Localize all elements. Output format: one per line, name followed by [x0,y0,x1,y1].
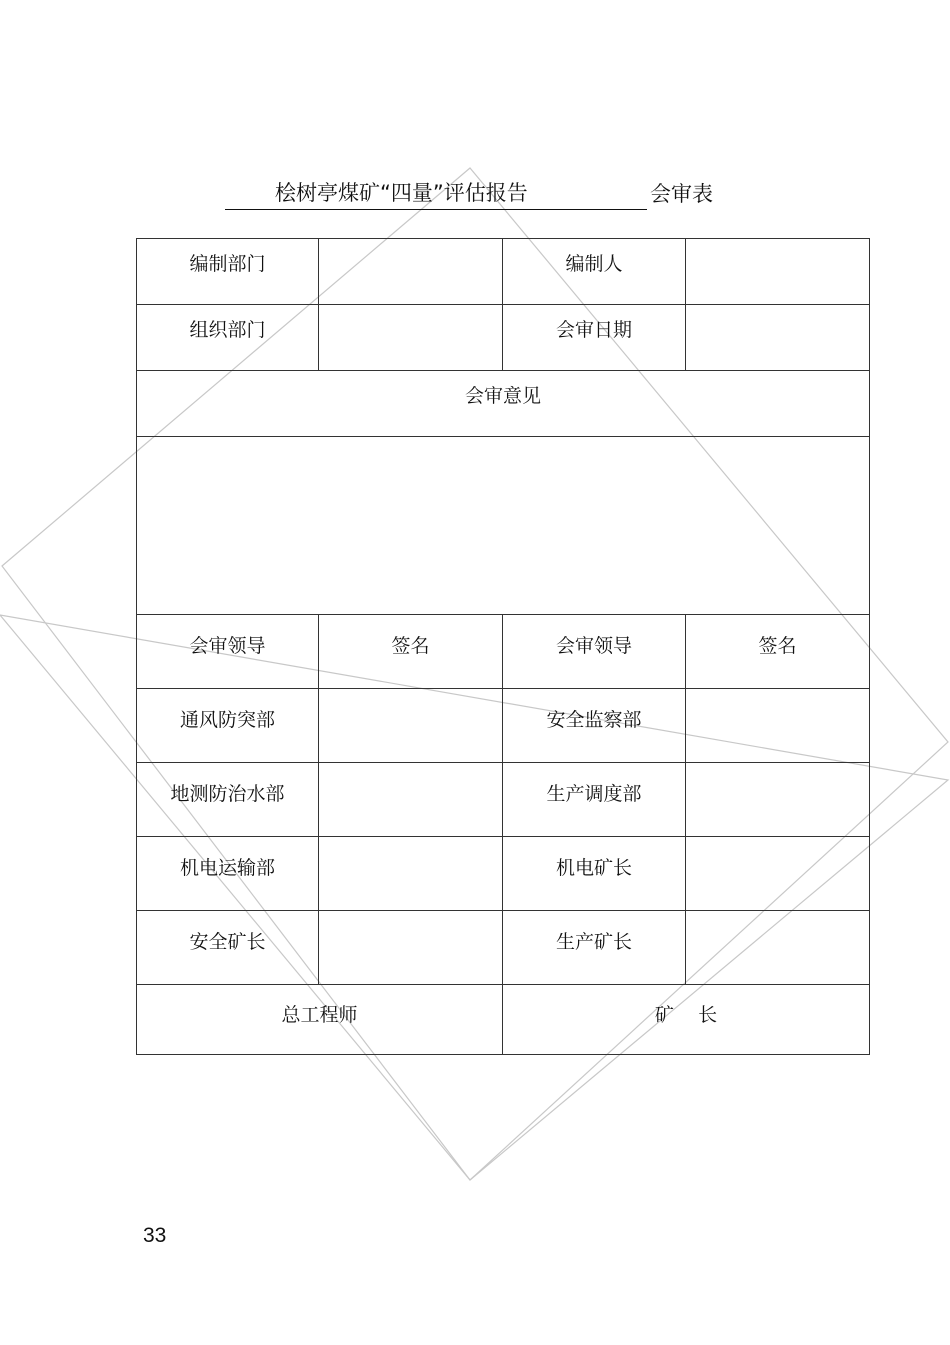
signature-header-left: 签名 [391,635,430,657]
department-label: 安全监察部 [546,709,642,731]
compiler-label: 编制人 [565,253,623,275]
label-cell [503,305,686,371]
opinion-field[interactable] [137,437,870,615]
chief-engineer-cell[interactable] [137,985,503,1055]
department-label: 地测防治水部 [170,783,285,805]
label-cell [503,689,686,763]
table-row [137,911,870,985]
table-row [137,371,870,437]
signature-field[interactable] [686,763,870,837]
organizing-dept-label: 组织部门 [189,319,266,341]
form-title-suffix: 会审表 [650,182,713,206]
compiling-dept-field[interactable] [319,239,503,305]
review-date-label: 会审日期 [555,319,632,341]
label-cell [137,239,319,305]
label-cell [503,239,686,305]
department-label: 通风防突部 [179,709,275,731]
label-cell [137,763,319,837]
table-row [137,615,870,689]
review-table [136,238,870,1055]
signature-header-right: 签名 [758,635,797,657]
department-label: 机电矿长 [555,857,632,879]
document-title [225,178,713,210]
organizing-dept-field[interactable] [319,305,503,371]
department-label: 生产矿长 [555,931,632,953]
compiler-field[interactable] [686,239,870,305]
department-label: 安全矿长 [189,931,266,953]
mine-director-cell[interactable] [503,985,870,1055]
label-cell [137,911,319,985]
signature-field[interactable] [319,689,503,763]
label-cell [503,763,686,837]
leader-header-right: 会审领导 [555,635,632,657]
signature-field[interactable] [319,911,503,985]
review-date-field[interactable] [686,305,870,371]
signature-field[interactable] [319,763,503,837]
table-row [137,985,870,1055]
header-cell [319,615,503,689]
table-row [137,837,870,911]
department-label: 生产调度部 [546,783,642,805]
page-number: 33 [143,1224,167,1247]
table-row [137,305,870,371]
signature-field[interactable] [319,837,503,911]
table-row [137,689,870,763]
department-label: 机电运输部 [179,857,275,879]
signature-field[interactable] [686,837,870,911]
header-cell [137,615,319,689]
report-title: 桧树亭煤矿“四量”评估报告 [225,177,647,210]
header-cell [686,615,870,689]
signature-field[interactable] [686,689,870,763]
leader-header-left: 会审领导 [189,635,266,657]
label-cell [137,689,319,763]
label-cell [503,837,686,911]
header-cell [503,615,686,689]
opinion-header: 会审意见 [464,385,541,407]
opinion-header-cell [137,371,870,437]
label-cell [503,911,686,985]
label-cell [137,837,319,911]
mine-director-label: 矿 长 [654,1004,718,1026]
table-row [137,437,870,615]
compiling-dept-label: 编制部门 [189,253,266,275]
table-row [137,239,870,305]
signature-field[interactable] [686,911,870,985]
table-row [137,763,870,837]
label-cell [137,305,319,371]
chief-engineer-label: 总工程师 [281,1004,358,1026]
